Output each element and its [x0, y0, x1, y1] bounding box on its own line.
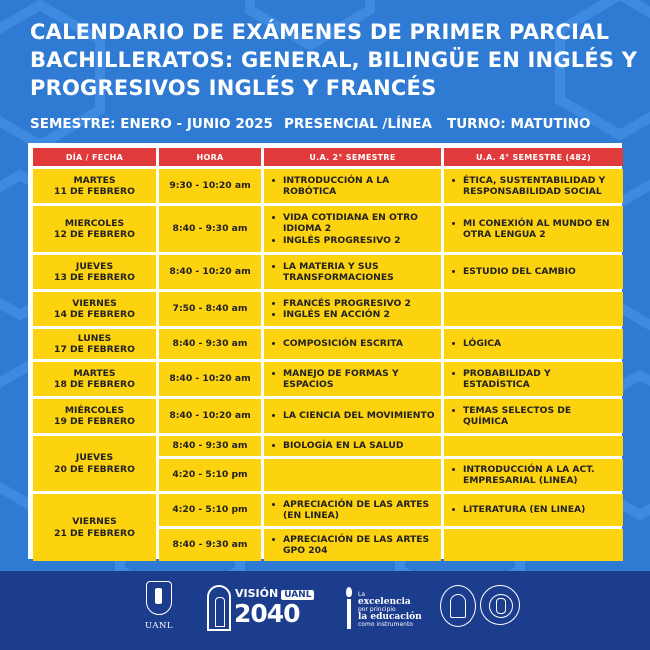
- table-body: [33, 169, 623, 561]
- day-name: VIERNES: [72, 516, 117, 527]
- excelencia-line-4: la educación: [358, 611, 422, 622]
- day-name: MIERCOLES: [64, 217, 125, 229]
- uanl-logo: [137, 581, 181, 631]
- time-cell: 8:40 - 9:30 am: [159, 436, 261, 456]
- vision-year: 2040: [234, 599, 300, 628]
- excelencia-line-1: La: [358, 591, 366, 598]
- day-date: 11 DE FEBRERO: [54, 186, 135, 197]
- subject-item: INGLÉS PROGRESIVO 2: [270, 235, 435, 247]
- time-cell: 7:50 - 8:40 am: [159, 292, 261, 326]
- day-date: 18 DE FEBRERO: [54, 379, 135, 390]
- vision-uanl-badge: UANL: [281, 590, 314, 600]
- subject-list: [270, 175, 435, 198]
- subject-item: LA CIENCIA DEL MOVIMIENTO: [270, 410, 435, 422]
- time-cell: 4:20 - 5:10 pm: [159, 459, 261, 491]
- subject-item: BIOLOGÍA EN LA SALUD: [270, 440, 435, 452]
- table-row: [33, 329, 623, 359]
- subject-item: TEMAS SELECTOS DE QUÍMICA: [450, 405, 617, 428]
- subject-item: LÓGICA: [450, 338, 617, 350]
- sem4-subject-cell: [444, 494, 623, 526]
- sem2-subject-cell: [264, 206, 441, 252]
- sem4-subject-cell: [444, 436, 623, 456]
- subject-list: [270, 499, 435, 522]
- day-date: 12 DE FEBRERO: [54, 229, 135, 240]
- sem4-subject-cell: [444, 362, 623, 396]
- day-cell: [33, 169, 156, 203]
- day-cell: [33, 329, 156, 359]
- excelencia-logo: [344, 585, 424, 635]
- sem2-subject-cell: [264, 329, 441, 359]
- subject-item: INTRODUCCIÓN A LA ACT. EMPRESARIAL (LINEA): [450, 464, 617, 487]
- sem2-subject-cell: [264, 292, 441, 326]
- subject-list: [270, 410, 435, 422]
- day-cell: [33, 292, 156, 326]
- day-name: JUEVES: [75, 452, 114, 463]
- day-cell: [33, 255, 156, 289]
- sem4-subject-cell: [444, 459, 623, 491]
- time-cell: 4:20 - 5:10 pm: [159, 494, 261, 526]
- header-sem2: U.A. 2° SEMESTRE: [264, 148, 441, 166]
- sem4-subject-cell: [444, 329, 623, 359]
- title-line-3: PROGRESIVOS INGLÉS Y FRANCÉS: [30, 76, 437, 100]
- subject-item: COMPOSICIÓN ESCRITA: [270, 338, 435, 350]
- table-row: [33, 436, 623, 456]
- subject-list: [270, 440, 435, 452]
- day-cell: [33, 399, 156, 433]
- subject-item: FRANCÉS PROGRESIVO 2: [270, 298, 435, 310]
- subject-list: [450, 405, 617, 428]
- subject-item: LITERATURA (EN LINEA): [450, 504, 617, 516]
- uanl-shield-icon: [146, 581, 172, 615]
- title-line-1: CALENDARIO DE EXÁMENES DE PRIMER PARCIAL: [30, 20, 610, 44]
- subject-item: ESTUDIO DEL CAMBIO: [450, 266, 617, 278]
- arch-icon: [207, 585, 231, 631]
- subject-item: VIDA COTIDIANA EN OTRO IDIOMA 2: [270, 212, 435, 235]
- sem4-subject-cell: [444, 255, 623, 289]
- time-cell: 8:40 - 9:30 am: [159, 329, 261, 359]
- day-date: 21 DE FEBRERO: [54, 527, 135, 539]
- day-date: 19 DE FEBRERO: [54, 416, 135, 427]
- subject-list: [450, 368, 617, 391]
- subject-list: [450, 175, 617, 198]
- subject-list: [270, 212, 435, 247]
- sem2-subject-cell: [264, 399, 441, 433]
- subject-list: [270, 534, 435, 557]
- page-title: [30, 18, 638, 102]
- time-cell: 8:40 - 9:30 am: [159, 206, 261, 252]
- subject-list: [450, 266, 617, 278]
- header-time: HORA: [159, 148, 261, 166]
- sem2-subject-cell: [264, 169, 441, 203]
- subject-item: APRECIACIÓN DE LAS ARTES GPO 204: [270, 534, 435, 557]
- footer: [0, 571, 650, 650]
- institution-seal-icon: [480, 585, 522, 629]
- subject-item: APRECIACIÓN DE LAS ARTES (EN LINEA): [270, 499, 435, 522]
- day-name: MIÉRCOLES: [64, 404, 125, 416]
- table-header-row: [33, 148, 623, 166]
- semester-label: SEMESTRE: ENERO - JUNIO 2025: [30, 116, 273, 132]
- modality-label: PRESENCIAL /LÍNEA: [284, 116, 432, 132]
- day-date: 17 DE FEBRERO: [54, 344, 135, 355]
- day-date: 20 DE FEBRERO: [54, 463, 135, 475]
- day-name: LUNES: [77, 332, 112, 344]
- sem4-subject-cell: [444, 399, 623, 433]
- day-cell: [33, 362, 156, 396]
- day-name: VIERNES: [72, 297, 117, 309]
- time-cell: 8:40 - 10:20 am: [159, 399, 261, 433]
- torch-icon: [344, 587, 354, 631]
- sem4-subject-cell: [444, 169, 623, 203]
- day-date: 14 DE FEBRERO: [54, 309, 135, 320]
- day-cell: [33, 494, 156, 561]
- excelencia-line-5: como instrumento: [358, 621, 413, 628]
- sem2-subject-cell: [264, 459, 441, 491]
- subject-item: INGLÉS EN ACCIÓN 2: [270, 309, 435, 321]
- sem4-subject-cell: [444, 529, 623, 561]
- subject-list: [270, 298, 435, 321]
- schedule-table: [30, 145, 626, 564]
- excelencia-line-3: por principio: [358, 606, 396, 613]
- sem4-subject-cell: [444, 206, 623, 252]
- time-cell: 8:40 - 10:20 am: [159, 362, 261, 396]
- school-seal-icon: [440, 585, 480, 629]
- table-row: [33, 494, 623, 526]
- excelencia-line-2: excelencia: [358, 596, 411, 607]
- subject-item: INTRODUCCIÓN A LA ROBÓTICA: [270, 175, 435, 198]
- sem2-subject-cell: [264, 362, 441, 396]
- day-cell: [33, 206, 156, 252]
- subject-item: MANEJO DE FORMAS Y ESPACIOS: [270, 368, 435, 391]
- subject-list: [270, 338, 435, 350]
- subject-list: [270, 368, 435, 391]
- table-row: [33, 399, 623, 433]
- sem2-subject-cell: [264, 529, 441, 561]
- sem2-subject-cell: [264, 436, 441, 456]
- subject-item: ÉTICA, SUSTENTABILIDAD Y RESPONSABILIDAD SOCIAL: [450, 175, 617, 198]
- day-name: MARTES: [73, 367, 116, 379]
- sem4-subject-cell: [444, 292, 623, 326]
- subject-list: [450, 218, 617, 241]
- table-row: [33, 292, 623, 326]
- day-cell: [33, 436, 156, 491]
- subject-list: [450, 504, 617, 516]
- header-sem4: U.A. 4° SEMESTRE (482): [444, 148, 623, 166]
- vision-2040-logo: [207, 585, 317, 633]
- sem2-subject-cell: [264, 494, 441, 526]
- table-row: [33, 255, 623, 289]
- time-cell: 9:30 - 10:20 am: [159, 169, 261, 203]
- subject-item: LA MATERIA Y SUS TRANSFORMACIONES: [270, 261, 435, 284]
- schedule-table-container: [28, 143, 622, 559]
- info-bar: [30, 116, 630, 136]
- sem2-subject-cell: [264, 255, 441, 289]
- time-cell: 8:40 - 9:30 am: [159, 529, 261, 561]
- day-date: 13 DE FEBRERO: [54, 272, 135, 283]
- shift-label: TURNO: MATUTINO: [447, 116, 591, 132]
- subject-list: [450, 338, 617, 350]
- header-day: DÍA / FECHA: [33, 148, 156, 166]
- table-row: [33, 362, 623, 396]
- subject-list: [270, 261, 435, 284]
- subject-item: PROBABILIDAD Y ESTADÍSTICA: [450, 368, 617, 391]
- table-row: [33, 169, 623, 203]
- table-row: [33, 206, 623, 252]
- time-cell: 8:40 - 10:20 am: [159, 255, 261, 289]
- title-line-2: BACHILLERATOS: GENERAL, BILINGÜE EN INGLÉS Y: [30, 48, 638, 72]
- day-name: JUEVES: [75, 260, 114, 272]
- subject-list: [450, 464, 617, 487]
- day-name: MARTES: [73, 174, 116, 186]
- vision-word: VISIÓN: [235, 587, 279, 600]
- uanl-logo-text: UANL: [144, 621, 174, 631]
- subject-item: MI CONEXIÓN AL MUNDO EN OTRA LENGUA 2: [450, 218, 617, 241]
